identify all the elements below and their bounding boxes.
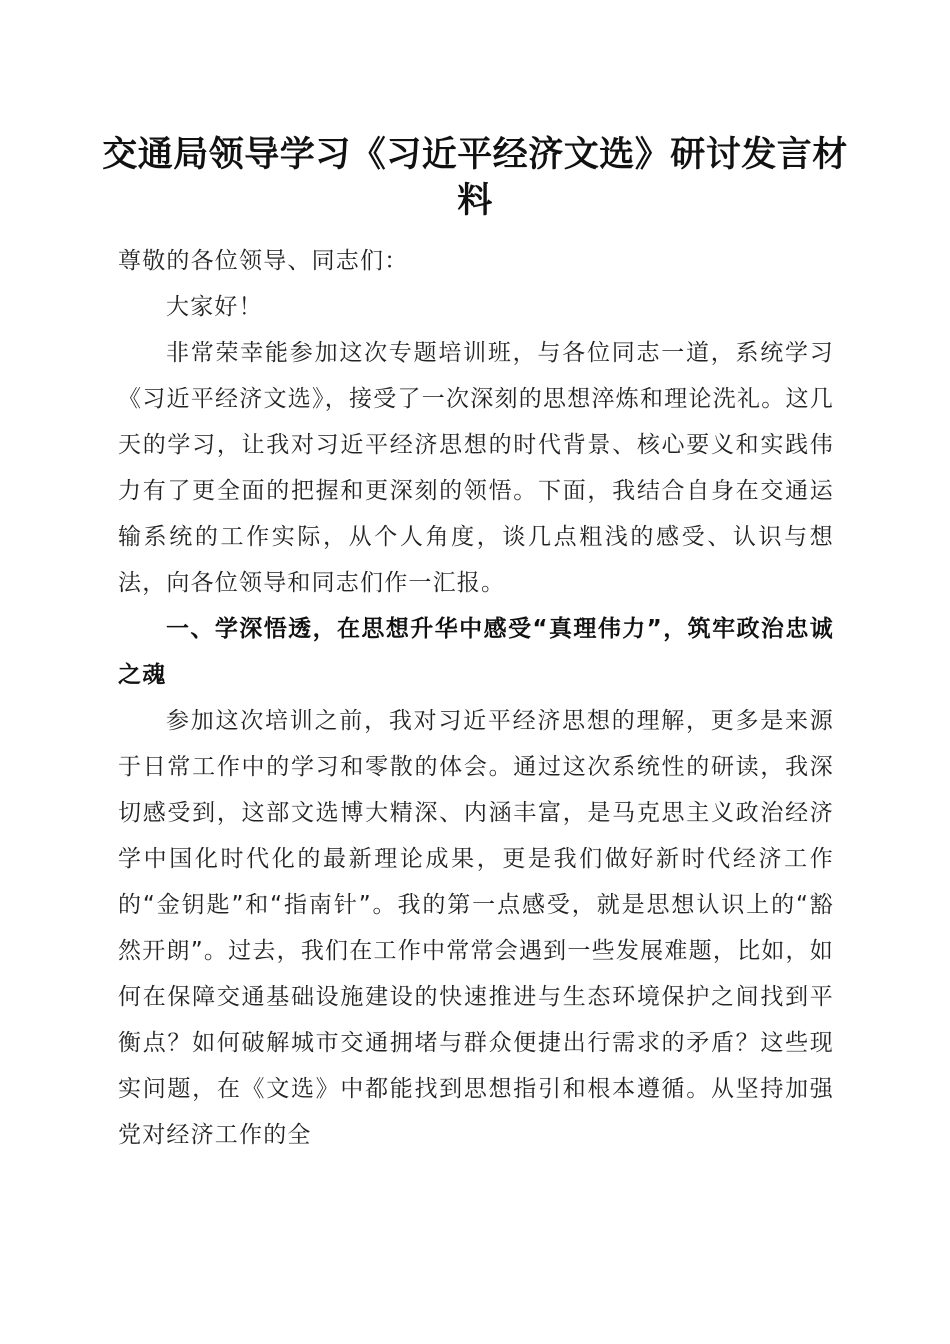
greeting: 大家好！ <box>166 294 263 320</box>
section-paragraph-1: 参加这次培训之前，我对习近平经济思想的理解，更多是来源于日常工作中的学习和零散的体会。通过这次系统性的研读，我深切感受到，这部文选博大精深、内涵丰富，是马克思主义政治经济学中国化时代化的最新理论成果，更是我们做好新时代经济工作的“金钥匙”和“指南针”。我的第一点感受，就是思想认识上的“豁然开朗”。过去，我们在工作中常常会遇到一些发展难题，比如，如何在保障交通基础设施建设的快速推进与生态环境保护之间找到平衡点？如何破解城市交通拥堵与群众便捷出行需求的矛盾？这些现实问题，在《文选》中都能找到思想指引和根本遵循。从坚持加强党对经济工作的全 <box>118 708 834 1148</box>
intro-paragraph: 非常荣幸能参加这次专题培训班，与各位同志一道，系统学习《习近平经济文选》，接受了一次深刻的思想淬炼和理论洗礼。这几天的学习，让我对习近平经济思想的时代背景、核心要义和实践伟力有了更全面的把握和更深刻的领悟。下面，我结合自身在交通运输系统的工作实际，从个人角度，谈几点粗浅的感受、认识与想法，向各位领导和同志们作一汇报。 <box>118 340 834 596</box>
salutation: 尊敬的各位领导、同志们： <box>118 248 409 274</box>
document-title: 交通局领导学习《习近平经济文选》研讨发言材料 <box>102 134 848 221</box>
section-heading-1: 一、学深悟透，在思想升华中感受“真理伟力”，筑牢政治忠诚之魂 <box>118 616 834 688</box>
document-body <box>118 238 834 1158</box>
